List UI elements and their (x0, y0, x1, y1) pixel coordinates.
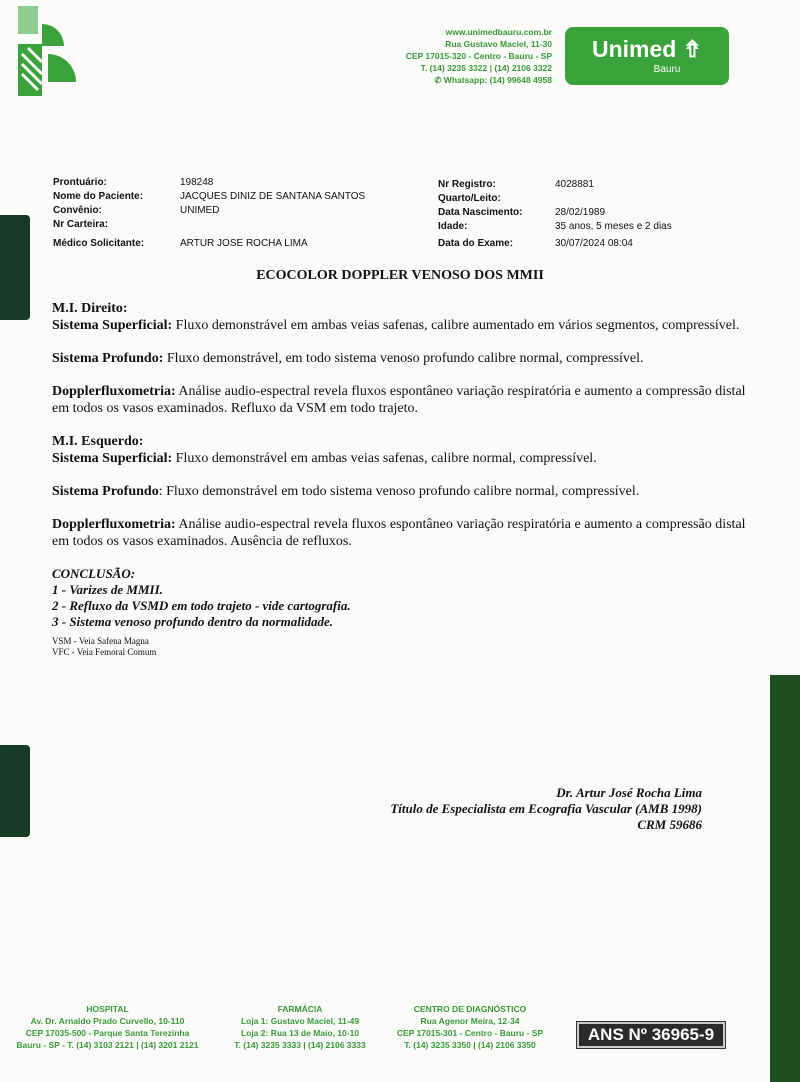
info-label: Nr Registro: (438, 179, 496, 190)
info-row (53, 218, 365, 232)
info-label: Idade: (438, 221, 468, 232)
conclusion-item: 3 - Sistema venoso profundo dentro da normalidade. (52, 614, 333, 629)
finding-label: Dopplerfluxometria: (52, 517, 176, 532)
info-label: Nome do Paciente: (53, 191, 144, 202)
conclusion-item: 1 - Varizes de MMII. (52, 582, 163, 597)
tree-icon: ⇮ (682, 36, 702, 62)
info-row (53, 176, 365, 190)
unimed-logo-icon (14, 4, 78, 100)
cep: CEP 17015-320 - Centro - Bauru - SP (405, 51, 552, 61)
finding-paragraph (52, 350, 752, 367)
scan-edge-band (770, 675, 800, 1082)
info-label: Data do Exame: (438, 238, 514, 249)
signature-block (390, 785, 702, 833)
footer-line: CEP 17015-301 - Centro - Bauru - SP (396, 1028, 544, 1038)
website: www.unimedbauru.com.br (445, 27, 552, 37)
footer-line: T. (14) 3235 3350 | (14) 2106 3350 (404, 1040, 536, 1050)
info-label: Quarto/Leito: (438, 193, 501, 204)
finding-text: Análise audio-espectral revela fluxos espontâneo variação respiratória e aumento a compressão distal em todos os vasos examinados. Refluxo da VSM em todo trajeto. (52, 384, 746, 416)
info-row (438, 237, 672, 251)
footer-line: CEP 17035-500 - Parque Santa Terezinha (25, 1028, 190, 1038)
report-body (52, 300, 752, 658)
finding-label: Sistema Superficial: (52, 318, 173, 333)
binder-clip (0, 745, 30, 837)
info-label: Data Nascimento: (438, 207, 523, 218)
finding-label: Sistema Profundo (52, 484, 159, 499)
finding-paragraph (52, 383, 752, 417)
info-label: Prontuário: (53, 177, 107, 188)
finding-paragraph (52, 483, 752, 500)
whatsapp: Whatsapp: (14) 99648 4958 (443, 75, 552, 85)
brand-badge (565, 27, 729, 85)
conclusion-item: 2 - Refluxo da VSMD em todo trajeto - vide cartografia. (52, 598, 351, 613)
doctor-title: Título de Especialista em Ecografia Vascular (AMB 1998) (390, 801, 702, 816)
finding-label: Sistema Profundo: (52, 351, 164, 366)
footer-line: Rua Agenor Meira, 12-34 (420, 1016, 520, 1026)
doctor-crm: CRM 59686 (637, 817, 702, 832)
footer-heading: FARMÁCIA (277, 1004, 323, 1014)
info-label: Convênio: (53, 205, 102, 216)
footer-line: Loja 1: Gustavo Maciel, 11-49 (240, 1016, 360, 1026)
finding-text: Fluxo demonstrável, em todo sistema venoso profundo calibre normal, compressível. (163, 351, 644, 366)
info-value: 35 anos, 5 meses e 2 dias (555, 221, 672, 232)
footer-hospital (5, 1003, 210, 1051)
info-row (438, 220, 672, 234)
conclusion (52, 566, 752, 630)
info-row (438, 206, 672, 220)
conclusion-heading: CONCLUSÃO: (52, 566, 136, 581)
footer-line: Av. Dr. Arnaldo Prado Curvello, 10-110 (30, 1016, 185, 1026)
info-row (438, 192, 672, 206)
finding-paragraph (52, 317, 752, 334)
address: Rua Gustavo Maciel, 11-30 (445, 39, 552, 49)
info-row (53, 237, 365, 251)
abbreviation: VFC - Veia Femoral Comum (52, 647, 157, 657)
brand-name: Unimed (591, 36, 677, 62)
info-row (438, 178, 672, 192)
footer-heading: CENTRO DE DIAGNÓSTICO (413, 1004, 527, 1014)
info-value: 198248 (180, 177, 214, 188)
footer-heading: HOSPITAL (86, 1004, 129, 1014)
finding-text: Fluxo demonstrável em ambas veias safenas, calibre normal, compressível. (172, 451, 597, 466)
abbreviations (52, 636, 752, 658)
patient-info-right (438, 178, 672, 251)
info-value: 30/07/2024 08:04 (555, 238, 633, 249)
abbreviation: VSM - Veia Safena Magna (52, 636, 149, 646)
finding-text: Fluxo demonstrável em ambas veias safenas, calibre aumentado em vários segmentos, compressível. (172, 318, 740, 333)
report-title: ECOCOLOR DOPPLER VENOSO DOS MMII (256, 268, 544, 283)
phone: T. (14) 3235 3322 | (14) 2106 3322 (420, 63, 552, 73)
finding-text: : Fluxo demonstrável em todo sistema venoso profundo calibre normal, compressível. (158, 484, 640, 499)
brand-city: Bauru (653, 64, 681, 75)
left-leg-heading: M.I. Esquerdo: (52, 434, 144, 449)
doctor-name: Dr. Artur José Rocha Lima (556, 785, 702, 800)
info-value: JACQUES DINIZ DE SANTANA SANTOS (180, 191, 366, 202)
whatsapp-icon: ✆ (434, 75, 444, 85)
finding-text: Análise audio-espectral revela fluxos espontâneo variação respiratória e aumento a compressão distal em todos os vasos examinados. Ausência de refluxos. (52, 517, 746, 549)
info-label: Nr Carteira: (53, 219, 109, 230)
finding-label: Sistema Superficial: (52, 451, 173, 466)
header-contact (380, 26, 552, 86)
info-label: Médico Solicitante: (53, 238, 145, 249)
footer-line: T. (14) 3235 3333 | (14) 2106 3333 (234, 1040, 366, 1050)
info-value: ARTUR JOSE ROCHA LIMA (180, 238, 308, 249)
ans-registration: ANS Nº 36965-9 (577, 1022, 725, 1048)
info-value: 4028881 (555, 179, 594, 190)
finding-paragraph (52, 516, 752, 550)
info-value: UNIMED (180, 205, 220, 216)
right-leg-heading: M.I. Direito: (52, 301, 128, 316)
info-value: 28/02/1989 (555, 207, 606, 218)
patient-info-left (53, 176, 365, 251)
footer-line: Loja 2: Rua 13 de Maio, 10-10 (240, 1028, 360, 1038)
info-row (53, 190, 365, 204)
info-row (53, 204, 365, 218)
finding-label: Dopplerfluxometria: (52, 384, 176, 399)
footer-line: Bauru - SP - T. (14) 3103 2121 | (14) 3201 2121 (16, 1040, 199, 1050)
footer-farmacia (215, 1003, 385, 1051)
finding-paragraph (52, 450, 752, 467)
footer-diagnostico (385, 1003, 555, 1051)
